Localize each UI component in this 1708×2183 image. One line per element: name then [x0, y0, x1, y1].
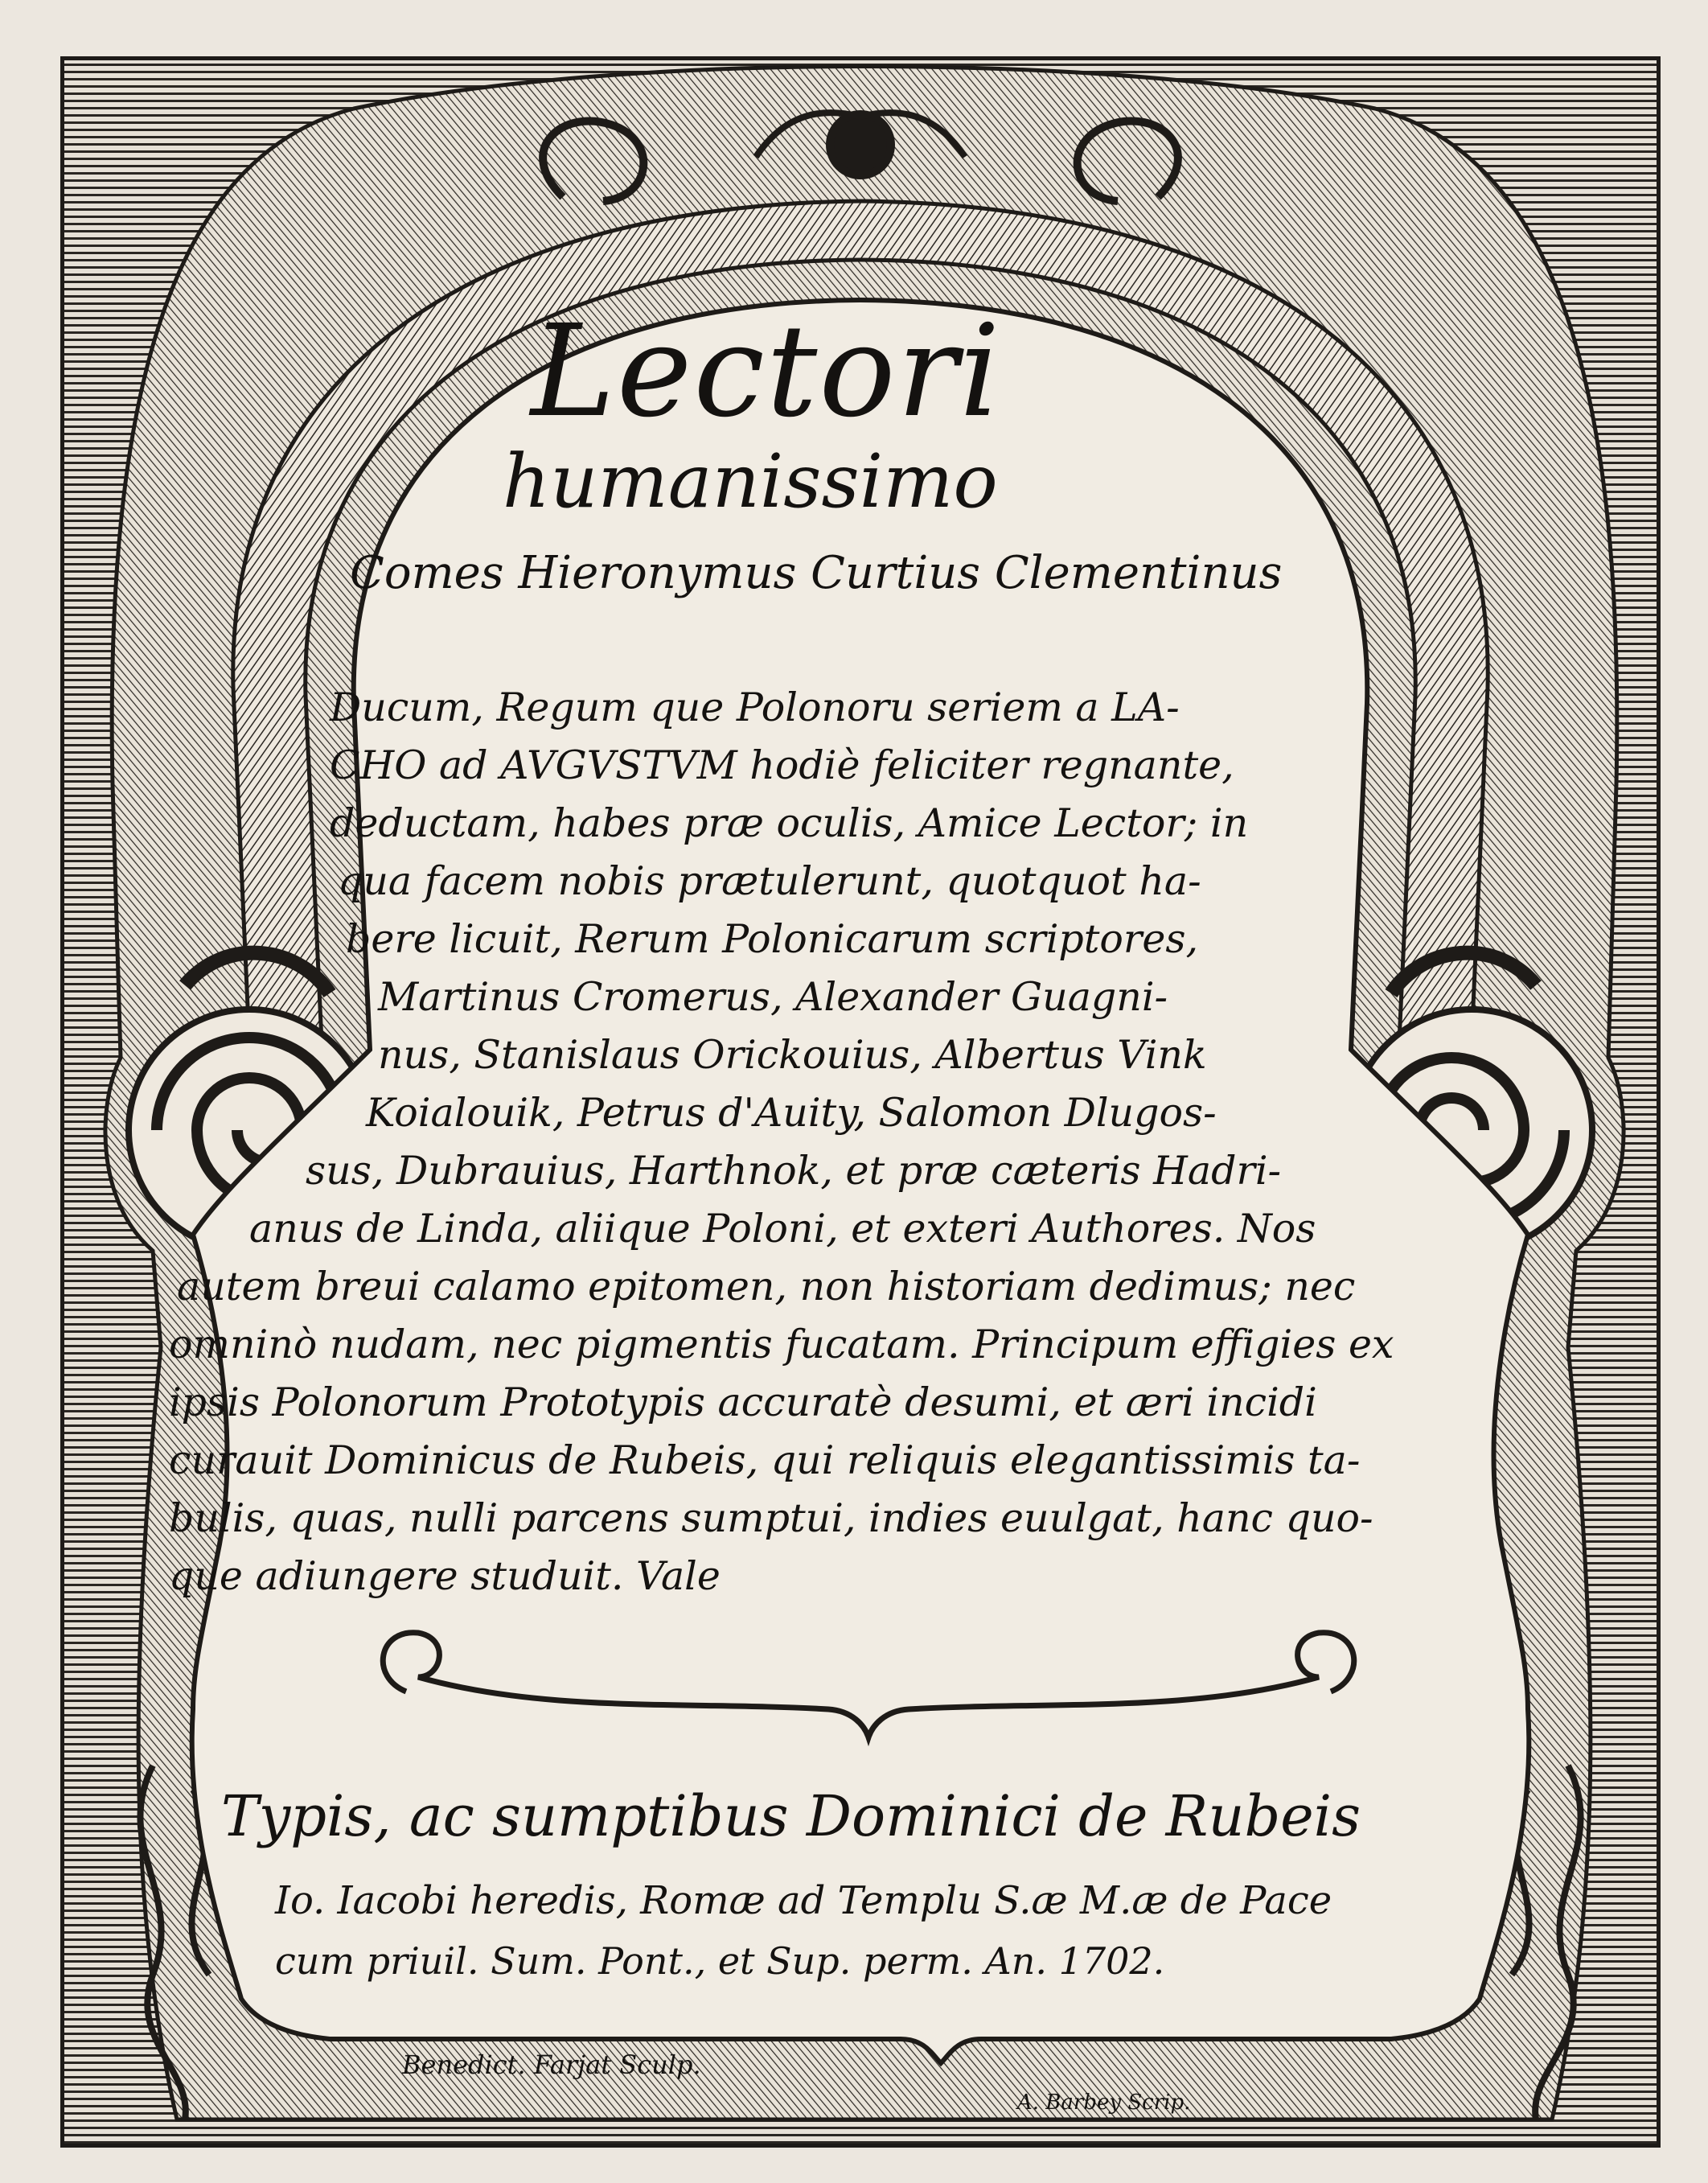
- body-line: deductam, habes præ oculis, Amice Lector; in: [330, 800, 1249, 846]
- body-line: ipsis Polonorum Prototypis accuratè desumi, et æri incidi: [169, 1379, 1317, 1425]
- body-line: Ducum, Regum que Polonoru seriem a LA-: [330, 684, 1180, 730]
- body-line: bulis, quas, nulli parcens sumptui, indies euulgat, hanc quo-: [169, 1495, 1373, 1541]
- body-line: omninò nudam, nec pigmentis fucatam. Principum effigies ex: [169, 1322, 1394, 1367]
- imprint-line: Typis, ac sumptibus Dominici de Rubeis: [221, 1783, 1361, 1849]
- page-title: Lectori: [531, 298, 1002, 446]
- body-line: CHO ad AVGVSTVM hodiè feliciter regnante,: [330, 742, 1234, 788]
- engraved-plate: [60, 56, 1661, 2148]
- body-line: Koialouik, Petrus d'Auity, Salomon Dlugos-: [366, 1090, 1217, 1136]
- imprint-line: Io. Iacobi heredis, Romæ ad Templu S.æ M.æ de Pace: [275, 1878, 1332, 1923]
- body-line: que adiungere studuit. Vale: [169, 1553, 721, 1599]
- author-line: Comes Hieronymus Curtius Clementinus: [350, 547, 1283, 599]
- scribe-credit: A. Barbey Scrip.: [1017, 2090, 1191, 2115]
- body-line: Martinus Cromerus, Alexander Guagni-: [378, 974, 1168, 1020]
- body-line: bere licuit, Rerum Polonicarum scriptores,: [346, 916, 1199, 962]
- imprint-line: cum priuil. Sum. Pont., et Sup. perm. An. 1702.: [275, 1939, 1165, 1983]
- body-line: curauit Dominicus de Rubeis, qui reliquis elegantissimis ta-: [169, 1437, 1361, 1483]
- body-line: nus, Stanislaus Orickouius, Albertus Vink: [378, 1032, 1207, 1078]
- body-line: qua facem nobis prætulerunt, quotquot ha-: [338, 858, 1201, 904]
- body-line: autem breui calamo epitomen, non historiam dedimus; nec: [177, 1264, 1356, 1309]
- engraver-credit: Benedict. Farjat Sculp.: [402, 2049, 701, 2080]
- body-line: sus, Dubrauius, Harthnok, et præ cæteris Hadri-: [306, 1148, 1282, 1194]
- subtitle: humanissimo: [503, 438, 998, 524]
- body-line: anus de Linda, aliique Poloni, et exteri Authores. Nos: [249, 1206, 1316, 1252]
